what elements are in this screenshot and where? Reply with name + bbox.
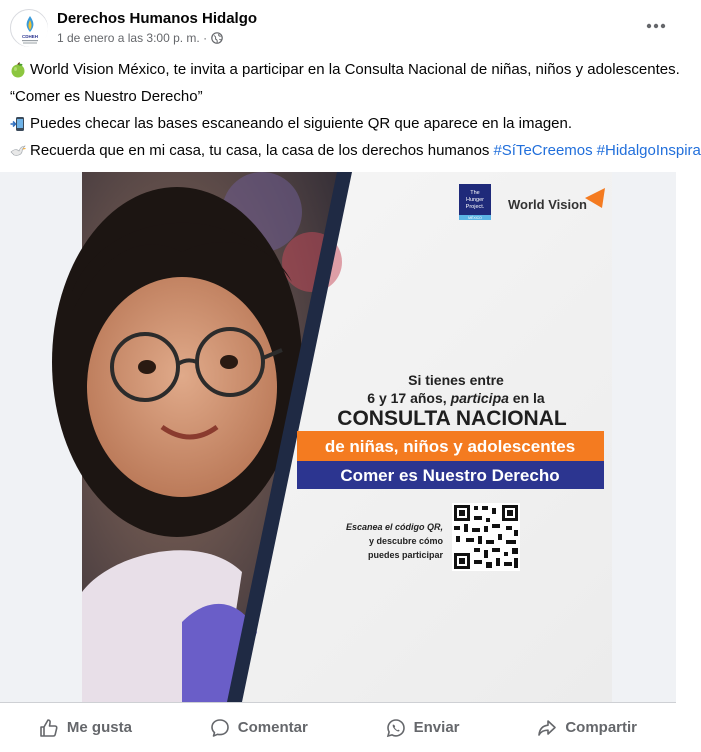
- qr-code: [452, 503, 520, 571]
- post-line-3: Puedes checar las bases escaneando el siguiente QR que aparece en la imagen.: [10, 110, 676, 137]
- like-button[interactable]: Me gusta: [29, 712, 142, 744]
- post-image[interactable]: [0, 172, 676, 702]
- svg-text:Hunger: Hunger: [465, 197, 485, 203]
- poster-graphic: [82, 172, 612, 702]
- dove-icon: [10, 143, 26, 159]
- svg-text:World Vision: World Vision: [508, 197, 587, 212]
- svg-text:The: The: [470, 190, 480, 196]
- post-text: [10, 56, 701, 164]
- share-button[interactable]: Compartir: [527, 712, 647, 744]
- post-meta: [57, 31, 223, 45]
- hashtag-link[interactable]: #SíTeCreemos: [493, 141, 593, 159]
- svg-text:CDHEH: CDHEH: [21, 34, 39, 39]
- svg-text:y descubre cómo: y descubre cómo: [368, 536, 443, 546]
- svg-text:Project.: Project.: [465, 204, 485, 210]
- svg-text:Si tienes entre: Si tienes entre: [408, 372, 504, 388]
- campaign-poster: [82, 172, 612, 702]
- send-button[interactable]: Enviar: [376, 712, 470, 744]
- post-date[interactable]: 1 de enero a las 3:00 p. m. ·: [57, 31, 208, 45]
- mobile-phone-arrow-icon: [10, 116, 26, 132]
- svg-text:MÉXICO: MÉXICO: [468, 216, 482, 220]
- green-apple-icon: [10, 62, 26, 78]
- post-action-bar: [0, 702, 676, 752]
- post-line-1: World Vision México, te invita a participar en la Consulta Nacional de niñas, niños y adolescentes.: [10, 56, 676, 83]
- svg-text:6 y 17 años, participa en la: 6 y 17 años, participa en la: [367, 390, 545, 406]
- post-line-4: Recuerda que en mi casa, tu casa, la casa de los derechos humanos #SíTeCreemos #HidalgoInspira: [10, 137, 676, 164]
- comment-button[interactable]: Comentar: [200, 712, 318, 744]
- svg-text:Escanea el código QR,: Escanea el código QR,: [345, 522, 443, 532]
- more-options-button[interactable]: [640, 12, 672, 40]
- cdheh-logo: [11, 10, 49, 48]
- svg-text:Comer es Nuestro Derecho: Comer es Nuestro Derecho: [340, 466, 560, 485]
- page-avatar[interactable]: [10, 9, 48, 47]
- page-name[interactable]: Derechos Humanos Hidalgo: [57, 10, 258, 27]
- svg-text:CONSULTA NACIONAL: CONSULTA NACIONAL: [337, 407, 567, 430]
- post-header: [0, 0, 676, 52]
- svg-text:puedes participar: puedes participar: [367, 550, 443, 560]
- more-dots-icon: [646, 23, 666, 29]
- svg-text:de niñas, niños y adolescentes: de niñas, niños y adolescentes: [324, 437, 576, 456]
- post-line-2: “Comer es Nuestro Derecho”: [10, 87, 203, 105]
- comment-bubble-icon: [210, 718, 230, 738]
- share-arrow-icon: [537, 718, 557, 738]
- thumbs-up-icon: [39, 718, 59, 738]
- hashtag-link[interactable]: #HidalgoInspira: [596, 141, 701, 159]
- whatsapp-icon: [386, 718, 406, 738]
- globe-icon[interactable]: [211, 32, 223, 44]
